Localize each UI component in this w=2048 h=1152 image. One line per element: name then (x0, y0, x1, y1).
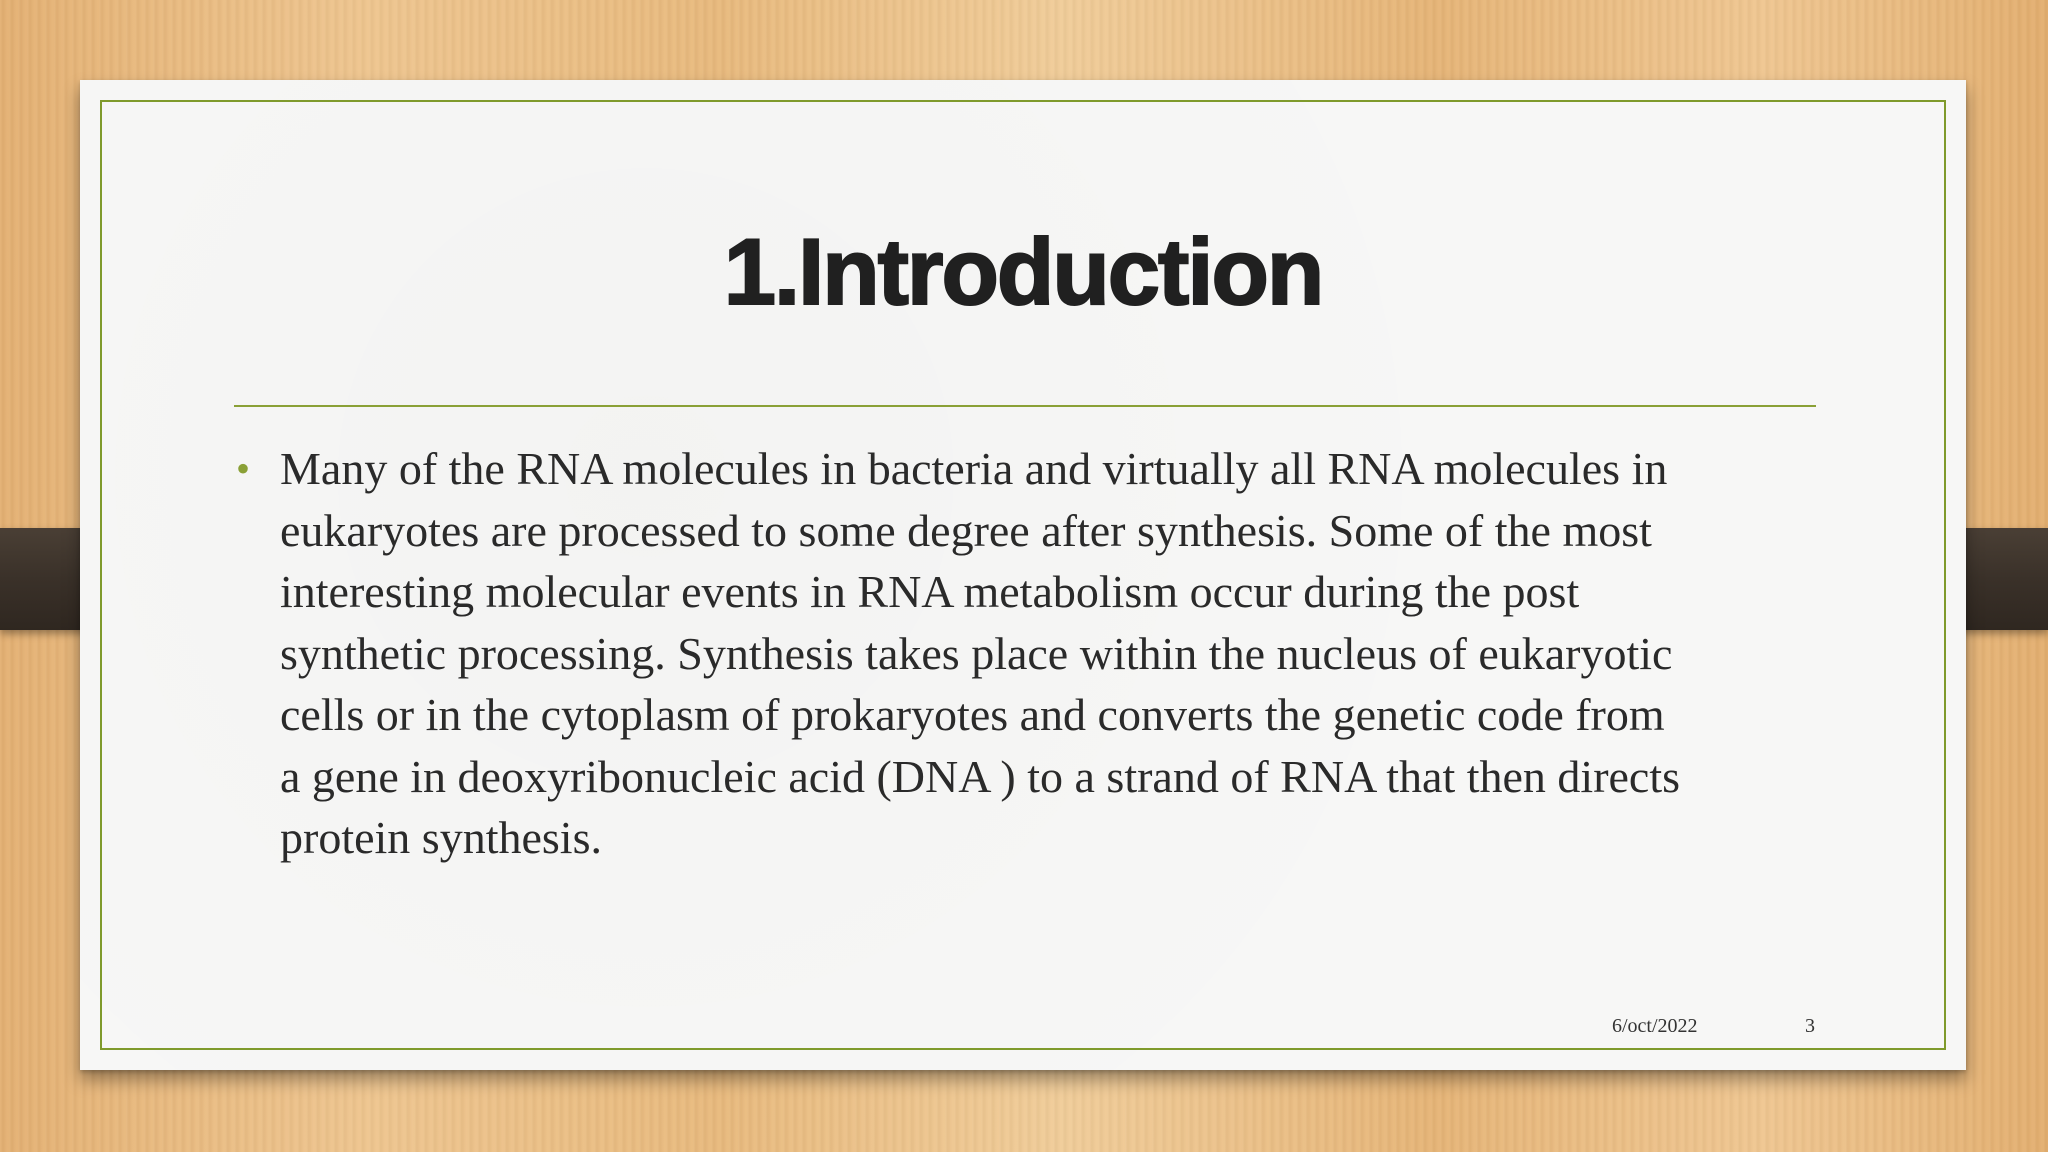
bullet-line: protein synthesis. (280, 812, 602, 863)
bullet-item (234, 438, 1884, 869)
slide-title: 1.Introduction (723, 219, 1323, 324)
bullet-icon: • (236, 446, 251, 491)
bullet-line: Many of the RNA molecules in bacteria and virtually all RNA molecules in (280, 443, 1668, 494)
bullet-line: cells or in the cytoplasm of prokaryotes and converts the genetic code from (280, 689, 1665, 740)
footer-date: 6/oct/2022 (1612, 1015, 1698, 1037)
bullet-line: synthetic processing. Synthesis takes place within the nucleus of eukaryotic (280, 627, 1673, 679)
slide-body (234, 438, 1884, 869)
bullet-line: a gene in deoxyribonucleic acid (DNA ) to a strand of RNA that then directs (280, 750, 1681, 802)
bullet-line: eukaryotes are processed to some degree after synthesis. Some of the most (280, 504, 1652, 556)
bullet-text (280, 438, 1870, 869)
bullet-line: interesting molecular events in RNA metabolism occur during the post (280, 566, 1580, 617)
slide-canvas (80, 80, 1966, 1070)
footer-page-number: 3 (1805, 1015, 1815, 1037)
title-divider (234, 405, 1816, 407)
